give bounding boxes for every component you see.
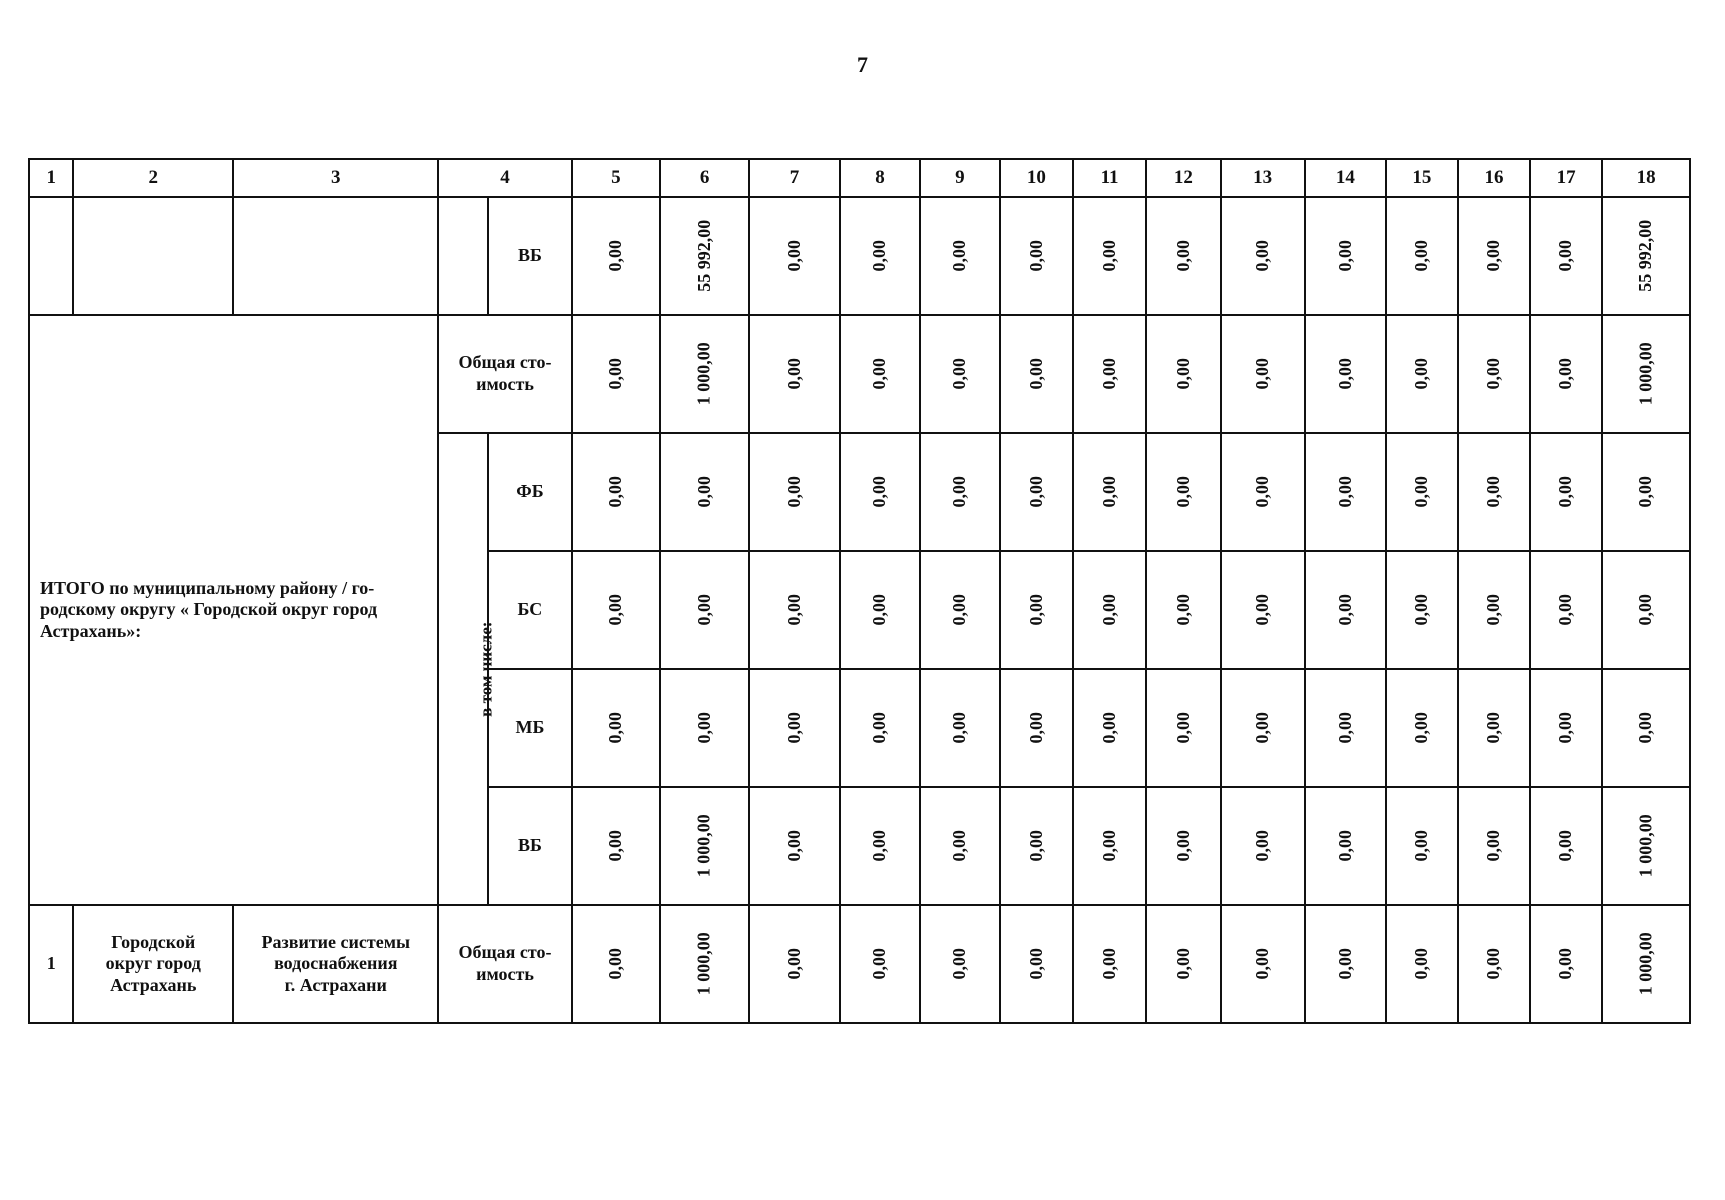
column-header: 11: [1073, 159, 1146, 197]
value-text: 0,00: [1025, 240, 1046, 272]
value-text: 0,00: [1555, 358, 1576, 390]
column-header: 2: [73, 159, 233, 197]
value-text: 0,00: [783, 712, 804, 744]
project-label: Развитие системы водоснабжения г. Астрахани: [261, 931, 411, 995]
value-cell: [1073, 315, 1146, 433]
value-text: 0,00: [869, 240, 890, 272]
value-cell: [660, 197, 749, 315]
value-text: 0,00: [1334, 712, 1355, 744]
table-row: [29, 905, 1690, 1023]
district-cell: [73, 905, 233, 1023]
value-text: 0,00: [1411, 712, 1432, 744]
value-cell: [660, 551, 749, 669]
empty-cell: [29, 197, 73, 315]
value-text: 0,00: [1172, 594, 1193, 626]
value-cell: [840, 551, 920, 669]
value-cell: [840, 197, 920, 315]
value-cell: [1530, 787, 1602, 905]
value-cell: [572, 787, 661, 905]
value-text: 0,00: [783, 594, 804, 626]
value-cell: [1000, 787, 1073, 905]
itogo-label-cell: [29, 315, 438, 905]
value-text: 0,00: [1334, 594, 1355, 626]
source-cell: [438, 905, 571, 1023]
value-text: 0,00: [1411, 476, 1432, 508]
value-cell: [1221, 551, 1305, 669]
value-text: 0,00: [1098, 240, 1119, 272]
value-cell: [1146, 905, 1220, 1023]
value-text: 0,00: [1635, 476, 1656, 508]
value-text: 0,00: [693, 712, 714, 744]
value-text: 1 000,00: [693, 342, 714, 406]
source-cell: ВБ: [488, 787, 571, 905]
value-cell: [1221, 787, 1305, 905]
value-cell: [1000, 315, 1073, 433]
value-text: 0,00: [1025, 358, 1046, 390]
value-cell: [572, 669, 661, 787]
value-cell: [1386, 433, 1458, 551]
value-text: 0,00: [869, 712, 890, 744]
including-cell: [438, 433, 496, 905]
value-text: 0,00: [1098, 948, 1119, 980]
value-text: 0,00: [1483, 476, 1504, 508]
value-cell: [920, 433, 1000, 551]
value-text: 0,00: [1098, 594, 1119, 626]
value-cell: [1305, 197, 1386, 315]
value-cell: [920, 669, 1000, 787]
value-cell: [1073, 433, 1146, 551]
value-cell: [1305, 315, 1386, 433]
value-cell: [1146, 197, 1220, 315]
value-text: 1 000,00: [693, 814, 714, 878]
value-text: 0,00: [1555, 712, 1576, 744]
column-header: 17: [1530, 159, 1602, 197]
value-cell: [840, 433, 920, 551]
value-text: 0,00: [783, 476, 804, 508]
value-text: 0,00: [605, 712, 626, 744]
column-header: 16: [1458, 159, 1530, 197]
value-text: 0,00: [1172, 948, 1193, 980]
district-label: Городской округ город Астрахань: [105, 931, 201, 995]
empty-cell: [73, 197, 233, 315]
value-cell: [660, 669, 749, 787]
value-text: 0,00: [783, 830, 804, 862]
value-text: 0,00: [1483, 594, 1504, 626]
value-text: 0,00: [605, 948, 626, 980]
value-cell: [660, 787, 749, 905]
value-text: 0,00: [869, 594, 890, 626]
value-cell: [749, 197, 840, 315]
value-cell: [660, 905, 749, 1023]
value-text: 0,00: [1483, 830, 1504, 862]
value-cell: [572, 315, 661, 433]
including-label: в том числе:: [476, 621, 496, 718]
value-text: 0,00: [1251, 594, 1272, 626]
column-header: 15: [1386, 159, 1458, 197]
column-header: 6: [660, 159, 749, 197]
value-text: 0,00: [1098, 830, 1119, 862]
value-text: 0,00: [783, 240, 804, 272]
value-text: 0,00: [605, 240, 626, 272]
value-text: 0,00: [1025, 948, 1046, 980]
value-text: 0,00: [1555, 594, 1576, 626]
page-number: 7: [857, 52, 868, 77]
value-text: 0,00: [1098, 358, 1119, 390]
value-cell: [1386, 905, 1458, 1023]
value-cell: [1458, 315, 1530, 433]
value-cell: [749, 433, 840, 551]
value-cell: [1602, 905, 1690, 1023]
value-text: 0,00: [1555, 948, 1576, 980]
column-header: 3: [233, 159, 438, 197]
value-text: 0,00: [869, 476, 890, 508]
value-text: 0,00: [949, 948, 970, 980]
value-text: 1 000,00: [1635, 814, 1656, 878]
value-cell: [1073, 905, 1146, 1023]
value-text: 0,00: [1483, 240, 1504, 272]
value-text: 0,00: [605, 830, 626, 862]
value-cell: [1073, 551, 1146, 669]
value-cell: [749, 551, 840, 669]
value-cell: [1146, 787, 1220, 905]
value-cell: [1602, 433, 1690, 551]
value-text: 0,00: [949, 594, 970, 626]
value-cell: [1602, 551, 1690, 669]
value-text: 0,00: [1411, 594, 1432, 626]
source-label: Общая сто- имость: [458, 942, 552, 984]
value-text: 55 992,00: [693, 220, 714, 292]
value-cell: [1602, 669, 1690, 787]
value-text: 0,00: [1411, 948, 1432, 980]
value-cell: [1530, 315, 1602, 433]
value-text: 0,00: [1411, 240, 1432, 272]
value-cell: [749, 905, 840, 1023]
value-cell: [1602, 197, 1690, 315]
value-cell: [1602, 315, 1690, 433]
value-text: 0,00: [1555, 240, 1576, 272]
value-text: 0,00: [783, 948, 804, 980]
value-cell: [1000, 197, 1073, 315]
value-cell: [749, 315, 840, 433]
value-cell: [1073, 787, 1146, 905]
value-text: 0,00: [1411, 358, 1432, 390]
value-text: 0,00: [1251, 948, 1272, 980]
value-text: 0,00: [693, 594, 714, 626]
value-cell: [1458, 905, 1530, 1023]
column-header: 8: [840, 159, 920, 197]
value-cell: [1458, 787, 1530, 905]
value-cell: [572, 433, 661, 551]
value-text: 55 992,00: [1635, 220, 1656, 292]
value-cell: [572, 197, 661, 315]
value-cell: [920, 787, 1000, 905]
value-text: 0,00: [1172, 358, 1193, 390]
value-cell: [660, 315, 749, 433]
value-text: 0,00: [869, 358, 890, 390]
value-text: 0,00: [1251, 712, 1272, 744]
value-text: 0,00: [1334, 476, 1355, 508]
value-text: 0,00: [1025, 830, 1046, 862]
empty-cell: [233, 197, 438, 315]
value-text: 1 000,00: [1635, 932, 1656, 996]
value-cell: [1073, 669, 1146, 787]
value-cell: [920, 905, 1000, 1023]
value-cell: [572, 551, 661, 669]
value-cell: [920, 197, 1000, 315]
table-header-row: [29, 159, 1690, 197]
value-cell: [840, 905, 920, 1023]
value-text: 0,00: [1334, 948, 1355, 980]
value-cell: [1221, 433, 1305, 551]
column-header: 7: [749, 159, 840, 197]
value-text: 0,00: [949, 830, 970, 862]
value-cell: [840, 787, 920, 905]
column-header: 9: [920, 159, 1000, 197]
value-text: 0,00: [605, 594, 626, 626]
column-header: 18: [1602, 159, 1690, 197]
value-cell: [1602, 787, 1690, 905]
value-text: 0,00: [1172, 830, 1193, 862]
value-cell: [1458, 669, 1530, 787]
value-text: 0,00: [949, 358, 970, 390]
value-cell: [1146, 315, 1220, 433]
column-header: 5: [572, 159, 661, 197]
value-cell: [1530, 433, 1602, 551]
value-cell: [1221, 905, 1305, 1023]
value-cell: [920, 315, 1000, 433]
value-cell: [920, 551, 1000, 669]
value-cell: [1073, 197, 1146, 315]
value-text: 0,00: [1025, 712, 1046, 744]
value-cell: [1000, 669, 1073, 787]
value-cell: [1221, 197, 1305, 315]
source-cell: [438, 315, 571, 433]
value-text: 0,00: [1251, 358, 1272, 390]
value-cell: [1305, 905, 1386, 1023]
value-cell: [840, 315, 920, 433]
value-text: 0,00: [869, 830, 890, 862]
column-header: 12: [1146, 159, 1220, 197]
value-cell: [1221, 315, 1305, 433]
value-text: 0,00: [1635, 594, 1656, 626]
value-text: 0,00: [1635, 712, 1656, 744]
value-cell: [660, 433, 749, 551]
value-text: 0,00: [1098, 476, 1119, 508]
value-cell: [749, 787, 840, 905]
value-text: 0,00: [1555, 476, 1576, 508]
value-cell: [1386, 787, 1458, 905]
value-cell: [1000, 433, 1073, 551]
value-text: 0,00: [869, 948, 890, 980]
value-text: 0,00: [1025, 476, 1046, 508]
column-header: 13: [1221, 159, 1305, 197]
financing-table: [28, 158, 1691, 1024]
value-text: 0,00: [949, 476, 970, 508]
column-header: 14: [1305, 159, 1386, 197]
value-cell: [572, 905, 661, 1023]
value-text: 0,00: [605, 476, 626, 508]
project-cell: [233, 905, 438, 1023]
source-cell: БС: [488, 551, 571, 669]
value-cell: [1305, 669, 1386, 787]
value-text: 0,00: [1251, 830, 1272, 862]
value-text: 0,00: [1172, 476, 1193, 508]
source-label: Общая сто- имость: [458, 352, 552, 394]
column-header: 10: [1000, 159, 1073, 197]
value-cell: [1530, 669, 1602, 787]
value-cell: [1458, 551, 1530, 669]
value-cell: [1530, 905, 1602, 1023]
value-cell: [1000, 551, 1073, 669]
table-row: [29, 315, 1690, 433]
value-text: 0,00: [949, 240, 970, 272]
value-cell: [1458, 433, 1530, 551]
value-cell: [1305, 787, 1386, 905]
value-cell: [1386, 315, 1458, 433]
value-cell: [1221, 669, 1305, 787]
value-text: 0,00: [1251, 240, 1272, 272]
value-text: 0,00: [1483, 358, 1504, 390]
value-text: 0,00: [1098, 712, 1119, 744]
column-header: 1: [29, 159, 73, 197]
value-text: 0,00: [949, 712, 970, 744]
column-header: 4: [438, 159, 571, 197]
value-text: 0,00: [1334, 240, 1355, 272]
value-cell: [749, 669, 840, 787]
value-cell: [1305, 551, 1386, 669]
row-number-cell: 1: [29, 905, 73, 1023]
source-cell: ВБ: [488, 197, 571, 315]
value-cell: [1530, 197, 1602, 315]
value-text: 0,00: [1025, 594, 1046, 626]
value-cell: [1146, 551, 1220, 669]
value-cell: [1386, 669, 1458, 787]
value-text: 0,00: [1251, 476, 1272, 508]
value-text: 1 000,00: [1635, 342, 1656, 406]
itogo-label: ИТОГО по муниципальному району / го- родскому округу « Городской округ город Астрахань»:: [40, 577, 378, 641]
value-text: 0,00: [1172, 712, 1193, 744]
value-text: 1 000,00: [693, 932, 714, 996]
value-cell: [1146, 669, 1220, 787]
source-cell: ФБ: [488, 433, 571, 551]
empty-cell: [438, 197, 488, 315]
value-cell: [1305, 433, 1386, 551]
value-cell: [1386, 551, 1458, 669]
value-text: 0,00: [605, 358, 626, 390]
value-text: 0,00: [1334, 830, 1355, 862]
value-text: 0,00: [1483, 948, 1504, 980]
value-cell: [840, 669, 920, 787]
value-text: 0,00: [693, 476, 714, 508]
value-cell: [1530, 551, 1602, 669]
value-text: 0,00: [1172, 240, 1193, 272]
value-text: 0,00: [783, 358, 804, 390]
value-text: 0,00: [1483, 712, 1504, 744]
value-cell: [1000, 905, 1073, 1023]
value-text: 0,00: [1334, 358, 1355, 390]
table-row: [29, 197, 1690, 315]
value-text: 0,00: [1555, 830, 1576, 862]
source-cell: МБ: [488, 669, 571, 787]
value-cell: [1386, 197, 1458, 315]
value-text: 0,00: [1411, 830, 1432, 862]
value-cell: [1146, 433, 1220, 551]
value-cell: [1458, 197, 1530, 315]
